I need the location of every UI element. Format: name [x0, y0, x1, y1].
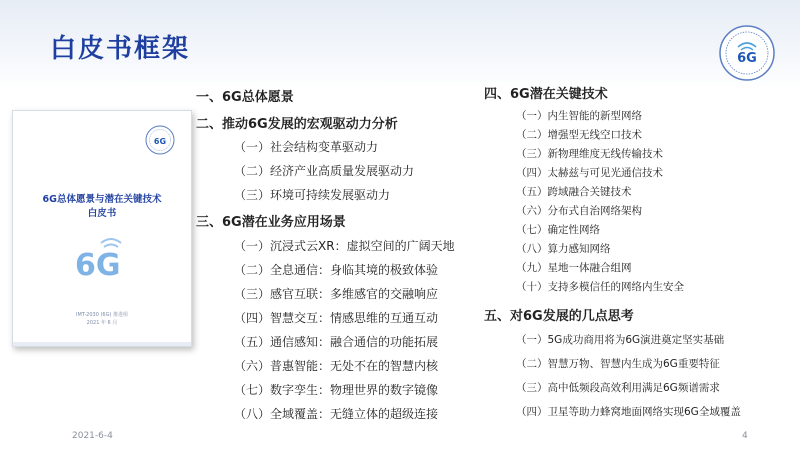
outline-item: （三）感官互联：多维感官的交融响应: [234, 287, 439, 301]
outline-item: （三）环境可持续发展驱动力: [234, 188, 391, 202]
outline-item: （四）太赫兹与可见光通信技术: [516, 167, 663, 179]
outline-item: （一）5G成功商用将为6G演进奠定坚实基础: [516, 334, 725, 346]
outline-item: （三）高中低频段高效利用满足6G频谱需求: [516, 382, 720, 394]
cover-title-line1: 6G总体愿景与潜在关键技术: [42, 194, 162, 205]
outline-item: （八）全域覆盖：无缝立体的超级连接: [234, 407, 439, 421]
cover-6g-logo-icon: [71, 233, 133, 281]
svg-text:6G: 6G: [153, 137, 167, 146]
cover-bottom-band: [13, 342, 191, 346]
6g-alliance-seal-icon: [718, 24, 776, 82]
outline-item: （九）星地一体融合组网: [516, 262, 632, 274]
section-heading: 二、推动6G发展的宏观驱动力分析: [196, 117, 398, 132]
outline-item: （八）算力感知网络: [516, 243, 611, 255]
outline-item: （二）增强型无线空口技术: [516, 129, 642, 141]
outline-item: （三）新物理维度无线传输技术: [516, 148, 663, 160]
cover-footer-line2: 2021 年 6 月: [86, 320, 118, 326]
section-heading: 一、6G总体愿景: [196, 90, 294, 105]
outline-item: （十）支持多模信任的网络内生安全: [516, 281, 684, 293]
outline-item: （一）内生智能的新型网络: [516, 110, 642, 122]
section-heading: 四、6G潜在关键技术: [484, 87, 608, 102]
page-number: 4: [742, 431, 748, 441]
slide-date: 2021-6-4: [72, 431, 113, 441]
svg-text:6G: 6G: [75, 248, 121, 281]
cover-seal-icon: [145, 125, 175, 155]
outline-item: （四）智慧交互：情感思维的互通互动: [234, 311, 439, 325]
outline-item: （六）普惠智能：无处不在的智慧内核: [234, 359, 439, 373]
outline-item: （五）通信感知：融合通信的功能拓展: [234, 335, 439, 349]
outline-item: （一）沉浸式云XR：虚拟空间的广阔天地: [234, 239, 455, 253]
outline-item: （二）智慧万物、智慧内生成为6G重要特征: [516, 358, 720, 370]
slide-title: 白皮书框架: [50, 34, 191, 64]
outline-item: （五）跨域融合关键技术: [516, 186, 632, 198]
outline-item: （七）确定性网络: [516, 224, 600, 236]
outline-item: （七）数字孪生：物理世界的数字镜像: [234, 383, 439, 397]
outline-item: （一）社会结构变革驱动力: [234, 140, 379, 154]
cover-footer-line1: IMT-2030 (6G) 推进组: [75, 312, 129, 318]
section-heading: 三、6G潜在业务应用场景: [196, 215, 346, 230]
cover-title-line2: 白皮书: [87, 208, 117, 219]
outline-item: （六）分布式自治网络架构: [516, 205, 642, 217]
section-heading: 五、对6G发展的几点思考: [484, 309, 634, 324]
outline-item: （四）卫星等助力蜂窝地面网络实现6G全域覆盖: [516, 406, 741, 418]
outline-item: （二）全息通信：身临其境的极致体验: [234, 263, 439, 277]
logo-text: 6G: [737, 51, 757, 66]
outline-item: （二）经济产业高质量发展驱动力: [234, 164, 415, 178]
whitepaper-cover-image: [12, 110, 192, 347]
